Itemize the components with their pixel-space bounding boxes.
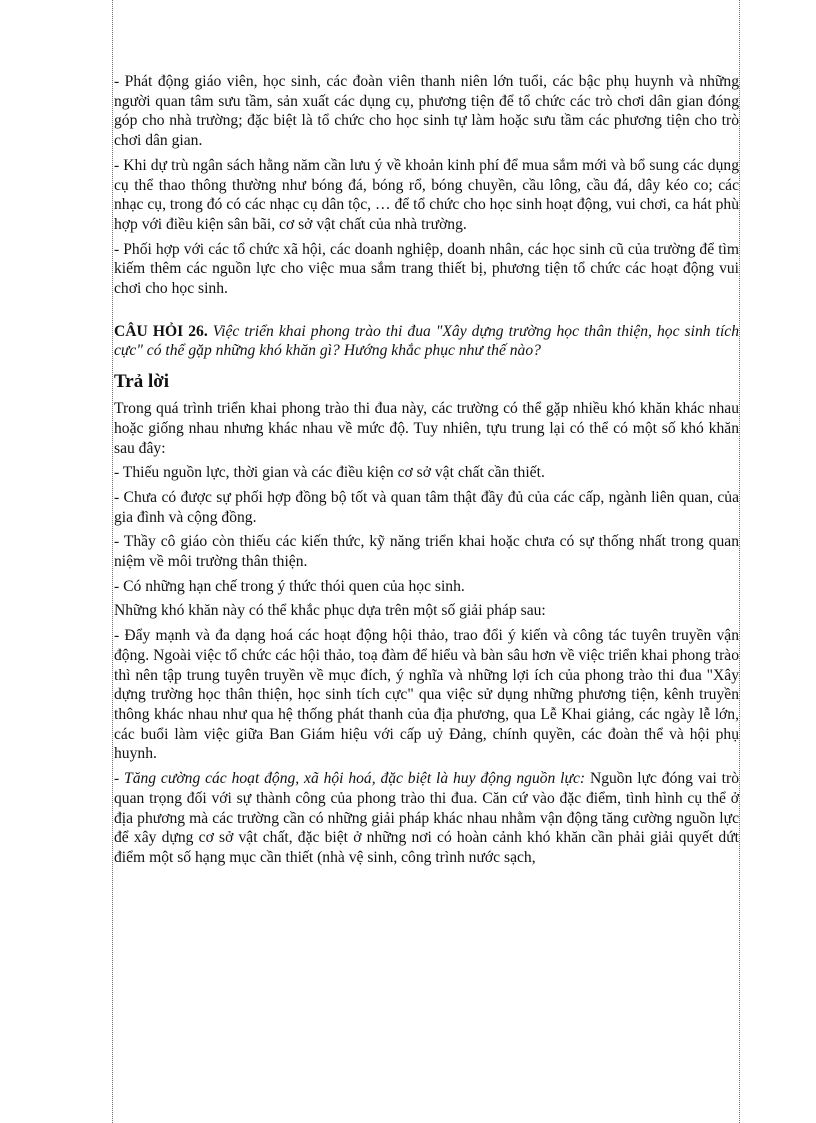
- solution-heading: - Tăng cường các hoạt động, xã hội hoá, đặc biệt là huy động nguồn lực:: [114, 770, 586, 788]
- intro-bullet: - Phối hợp với các tổ chức xã hội, các doanh nghiệp, doanh nhân, các học sinh cũ của trường để tìm kiếm thêm các nguồn lực cho việc mua sắm trang thiết bị, phương tiện tổ chức các hoạt động vui chơi cho học sinh.: [114, 240, 739, 298]
- intro-bullet: - Phát động giáo viên, học sinh, các đoàn viên thanh niên lớn tuổi, các bậc phụ huynh và những người quan tâm sưu tầm, sản xuất các dụng cụ, phương tiện để tổ chức các trò chơi dân gian đóng góp cho nhà trường; đặc biệt là tổ chức cho học sinh tự làm hoặc sưu tầm các phương tiện cho trò chơi dân gian.: [114, 73, 739, 150]
- answer-intro: Trong quá trình triển khai phong trào thi đua này, các trường có thể gặp nhiều khó khăn khác nhau hoặc giống nhau nhưng khác nhau về mức độ. Tuy nhiên, tựu trung lại có thể có một số khó khăn sau đây:: [114, 400, 739, 457]
- difficulty-item: - Thầy cô giáo còn thiếu các kiến thức, kỹ năng triển khai hoặc chưa có sự thống nhất trong quan niệm về môi trường thân thiện.: [114, 533, 739, 571]
- solution-item: - Đẩy mạnh và đa dạng hoá các hoạt động hội thảo, trao đổi ý kiến và công tác tuyên truyền vận động. Ngoài việc tổ chức các hội thảo, toạ đàm để hiểu và bàn sâu hơn về việc triển khai phong trào thì nên tập trung tuyên truyền về mục đích, ý nghĩa và những lợi ích của phong trào thi đua "Xây dựng trường học thân thiện, học sinh tích cực" qua việc sử dụng những phương tiện, kênh truyền thông khác nhau như qua hệ thống phát thanh của địa phương, qua Lễ Khai giảng, các ngày lễ lớn, các buổi làm việc giữa Ban Giám hiệu với cấp uỷ Đảng, chính quyền, các đoàn thể và hội phụ huynh.: [114, 627, 739, 763]
- solutions-intro: Những khó khăn này có thể khắc phục dựa trên một số giải pháp sau:: [114, 602, 546, 620]
- answer-title: Trả lời: [114, 371, 170, 393]
- left-margin-guide: [112, 0, 113, 1123]
- solution-item: [114, 769, 739, 868]
- intro-bullet: - Khi dự trù ngân sách hằng năm cần lưu ý về khoản kinh phí để mua sắm mới và bổ sung các dụng cụ thể thao thông thường như bóng đá, bóng rổ, bóng chuyền, cầu lông, cầu đá, dây kéo co; các nhạc cụ, trong đó có các nhạc cụ dân tộc, … để tổ chức cho học sinh hoạt động, vui chơi, ca hát phù hợp với điều kiện sân bãi, cơ sở vật chất của nhà trường.: [114, 156, 739, 233]
- difficulty-item: - Chưa có được sự phối hợp đồng bộ tốt và quan tâm thật đầy đủ của các cấp, ngành liên quan, của gia đình và cộng đồng.: [114, 488, 739, 526]
- question-26: [114, 322, 739, 361]
- document-body: [114, 72, 739, 873]
- solution-body: Nguồn lực đóng vai trò quan trọng đối với sự thành công của phong trào thi đua. Căn cứ vào đặc điểm, tình hình cụ thể ở địa phương mà các trường cần có những giải pháp khác nhau nhằm vận động tăng cường nguồn lực để xây dựng cơ sở vật chất, đặc biệt ở những nơi có hoàn cảnh khó khăn cần phải giải quyết dứt điểm một số hạng mục cần thiết (nhà vệ sinh, công trình nước sạch,: [114, 770, 739, 866]
- question-label: CÂU HỎI 26.: [114, 322, 208, 340]
- right-margin-guide: [739, 0, 740, 1123]
- question-text: Việc triển khai phong trào thi đua "Xây dựng trường học thân thiện, học sinh tích cực" có thể gặp những khó khăn gì? Hướng khắc phục như thế nào?: [114, 322, 739, 360]
- difficulty-item: - Có những hạn chế trong ý thức thói quen của học sinh.: [114, 577, 465, 595]
- difficulty-item: - Thiếu nguồn lực, thời gian và các điều kiện cơ sở vật chất cần thiết.: [114, 464, 545, 482]
